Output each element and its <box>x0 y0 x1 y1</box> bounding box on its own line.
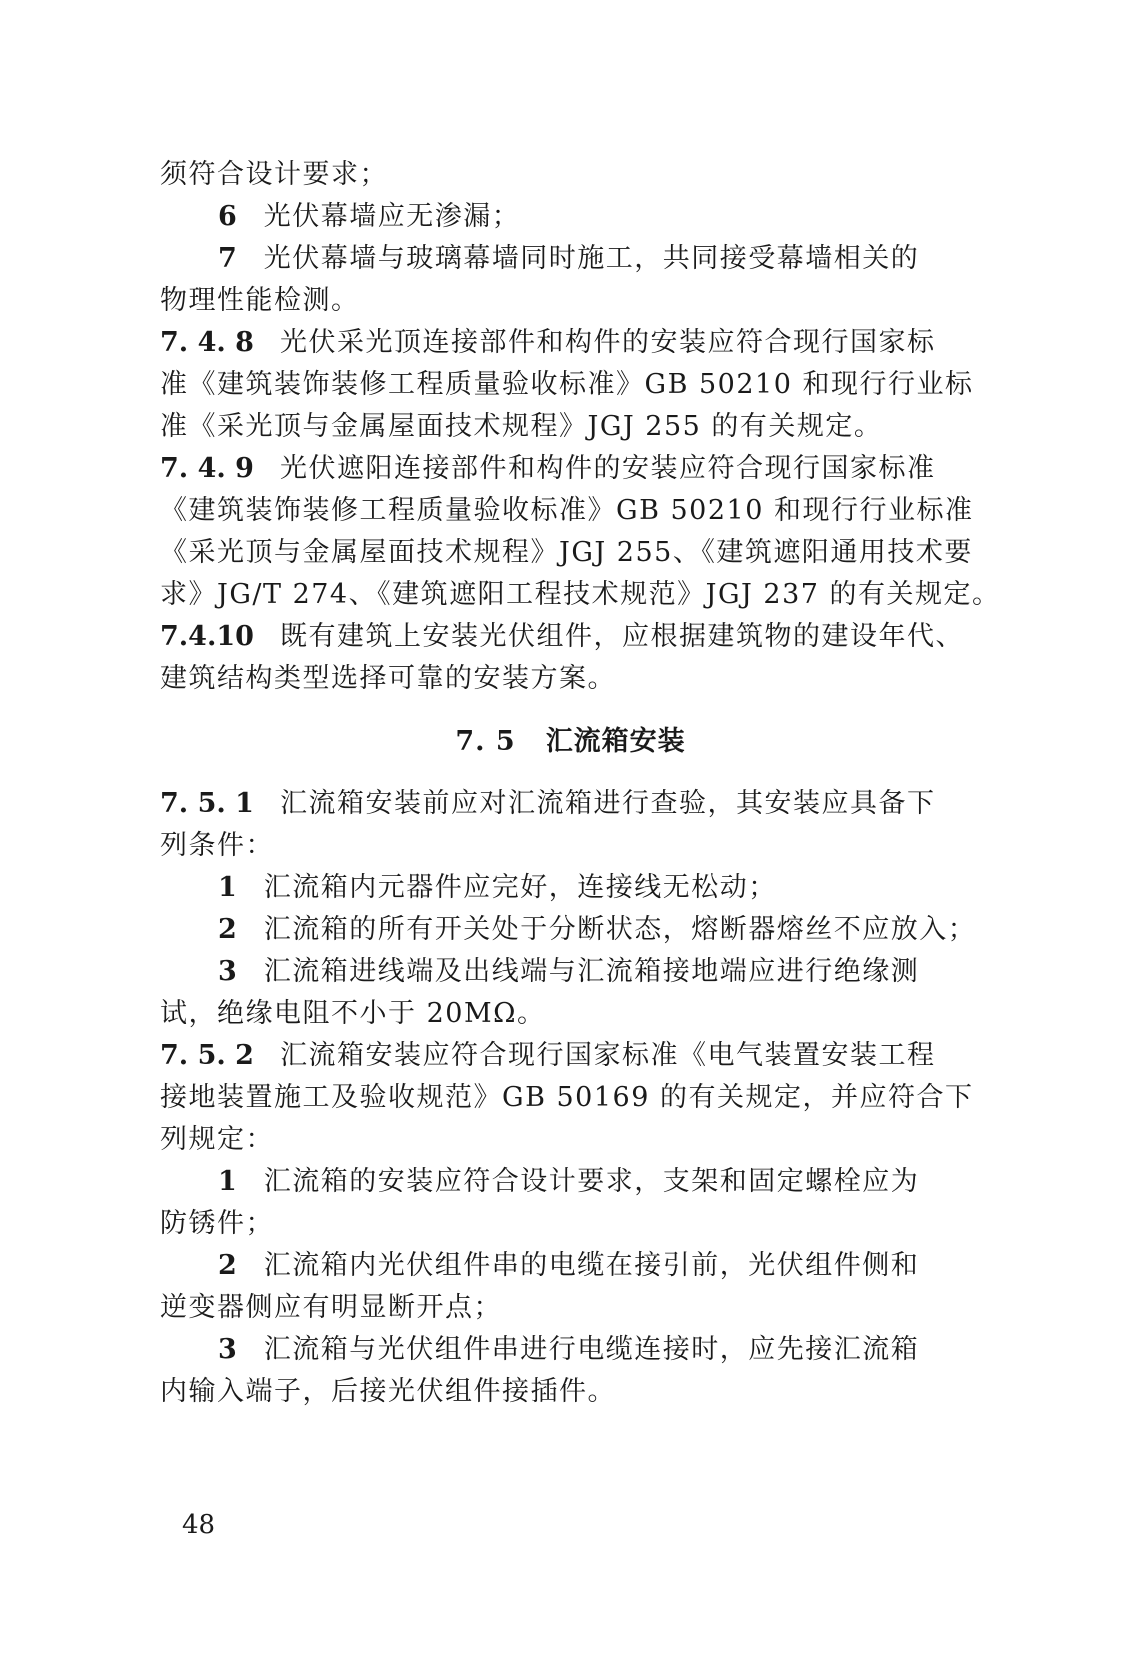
text-line: 求》JG/T 274、《建筑遮阳工程技术规范》JGJ 237 的有关规定。 <box>160 579 1001 610</box>
text-line: 列条件： <box>160 830 274 861</box>
item-text: 汇流箱的所有开关处于分断状态，熔断器熔丝不应放入； <box>263 914 977 945</box>
text-line: 建筑结构类型选择可靠的安装方案。 <box>160 663 616 694</box>
list-item <box>218 871 980 905</box>
item-number: 3 <box>218 1334 238 1365</box>
list-item <box>218 913 980 947</box>
text-line: 防锈件； <box>160 1208 274 1239</box>
item-number: 3 <box>218 956 238 987</box>
list-item <box>218 1165 980 1199</box>
section-heading <box>0 725 1141 759</box>
text-line: 准《采光顶与金属屋面技术规程》JGJ 255 的有关规定。 <box>160 411 883 442</box>
list-item <box>218 242 980 276</box>
text-line: 准《建筑装饰装修工程质量验收标准》GB 50210 和现行行业标 <box>160 369 974 400</box>
clause-text: 光伏采光顶连接部件和构件的安装应符合现行国家标 <box>279 327 936 358</box>
item-number: 2 <box>218 914 238 945</box>
clause-text: 既有建筑上安装光伏组件，应根据建筑物的建设年代、 <box>279 621 964 652</box>
text-line: 内输入端子，后接光伏组件接插件。 <box>160 1376 616 1407</box>
item-text: 汇流箱进线端及出线端与汇流箱接地端应进行绝缘测 <box>263 956 920 987</box>
text-line: 接地装置施工及验收规范》GB 50169 的有关规定，并应符合下 <box>160 1082 974 1113</box>
item-text: 汇流箱内光伏组件串的电缆在接引前，光伏组件侧和 <box>263 1250 920 1281</box>
text-line: 《采光顶与金属屋面技术规程》JGJ 255、《建筑遮阳通用技术要 <box>160 537 973 568</box>
text-line: 逆变器侧应有明显断开点； <box>160 1292 502 1323</box>
page-number: 48 <box>182 1510 216 1540</box>
clause-number: 7. 5. 1 <box>160 788 254 819</box>
clause-text: 光伏遮阳连接部件和构件的安装应符合现行国家标准 <box>279 453 936 484</box>
clause-number: 7. 4. 9 <box>160 453 254 484</box>
section-number: 7. 5 <box>455 726 516 757</box>
clause-line <box>160 452 980 486</box>
item-number: 6 <box>218 201 238 232</box>
section-title: 汇流箱安装 <box>545 726 686 757</box>
list-item <box>218 1249 980 1283</box>
clause-line <box>160 620 980 654</box>
list-item <box>218 955 980 989</box>
item-number: 7 <box>218 243 238 274</box>
list-item <box>218 200 980 234</box>
text-line: 列规定： <box>160 1124 274 1155</box>
item-text: 汇流箱的安装应符合设计要求，支架和固定螺栓应为 <box>263 1166 920 1197</box>
list-item <box>218 1333 980 1367</box>
text-line: 试，绝缘电阻不小于 20MΩ。 <box>160 998 546 1029</box>
item-text: 光伏幕墙与玻璃幕墙同时施工，共同接受幕墙相关的 <box>263 243 920 274</box>
clause-text: 汇流箱安装应符合现行国家标准《电气装置安装工程 <box>279 1040 936 1071</box>
item-number: 1 <box>218 1166 238 1197</box>
item-text: 光伏幕墙应无渗漏； <box>263 201 521 232</box>
item-text: 汇流箱与光伏组件串进行电缆连接时，应先接汇流箱 <box>263 1334 920 1365</box>
clause-line <box>160 326 980 360</box>
item-number: 1 <box>218 872 238 903</box>
text-line: 《建筑装饰装修工程质量验收标准》GB 50210 和现行行业标准 <box>160 495 974 526</box>
text-line: 须符合设计要求； <box>160 159 388 190</box>
item-text: 汇流箱内元器件应完好，连接线无松动； <box>263 872 777 903</box>
clause-text: 汇流箱安装前应对汇流箱进行查验，其安装应具备下 <box>279 788 936 819</box>
clause-number: 7. 5. 2 <box>160 1040 254 1071</box>
clause-line <box>160 1039 980 1073</box>
text-line: 物理性能检测。 <box>160 285 360 316</box>
clause-line <box>160 787 980 821</box>
clause-number: 7. 4. 8 <box>160 327 254 358</box>
item-number: 2 <box>218 1250 238 1281</box>
clause-number: 7.4.10 <box>160 621 254 652</box>
